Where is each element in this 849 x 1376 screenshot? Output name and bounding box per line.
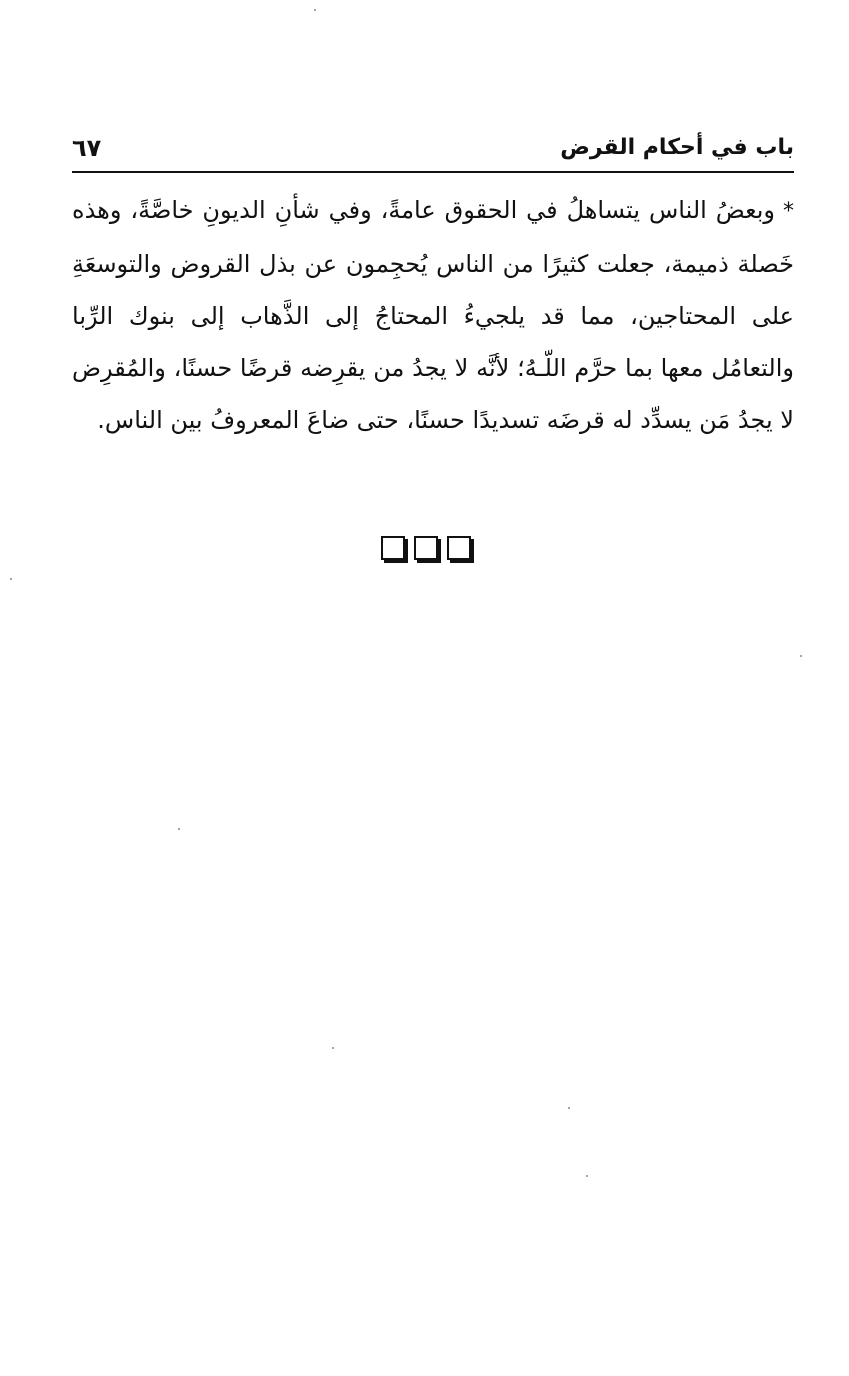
square-box-icon bbox=[447, 536, 471, 560]
square-box-icon bbox=[381, 536, 405, 560]
square-box-icon bbox=[414, 536, 438, 560]
scan-speck bbox=[332, 1047, 334, 1049]
header-divider bbox=[72, 171, 794, 173]
scan-speck bbox=[568, 1107, 570, 1109]
running-header bbox=[72, 128, 794, 168]
scan-speck bbox=[314, 9, 316, 11]
page-number: ٦٧ bbox=[72, 134, 102, 162]
chapter-title: باب في أحكام القرض bbox=[560, 135, 794, 160]
scan-speck bbox=[178, 828, 180, 830]
body-paragraph bbox=[72, 184, 794, 446]
scan-speck bbox=[10, 578, 12, 580]
bullet-asterisk-icon: * bbox=[783, 199, 794, 224]
paragraph-text: وبعضُ الناس يتساهلُ في الحقوق عامةً، وفي شأنِ الديونِ خاصَّةً، وهذه خَصلة ذميمة، جعلت كثيرًا من الناس يُحجِمون عن بذل القروض والتوسعَةِ على المحتاجين، مما قد يلجيءُ المحتاجُ إلى الذَّهاب إلى بنوك الرِّبا والتعامُل معها بما حرَّم اللّـهُ؛ لأنَّه لا يجدُ من يقرِضه قرضًا حسنًا، والمُقرِض لا يجدُ مَن يسدِّد له قرضَه تسديدًا حسنًا، حتى ضاعَ المعروفُ بين الناس. bbox=[72, 196, 794, 434]
scan-speck bbox=[800, 655, 802, 657]
section-end-ornament bbox=[381, 536, 491, 564]
scan-speck bbox=[586, 1175, 588, 1177]
